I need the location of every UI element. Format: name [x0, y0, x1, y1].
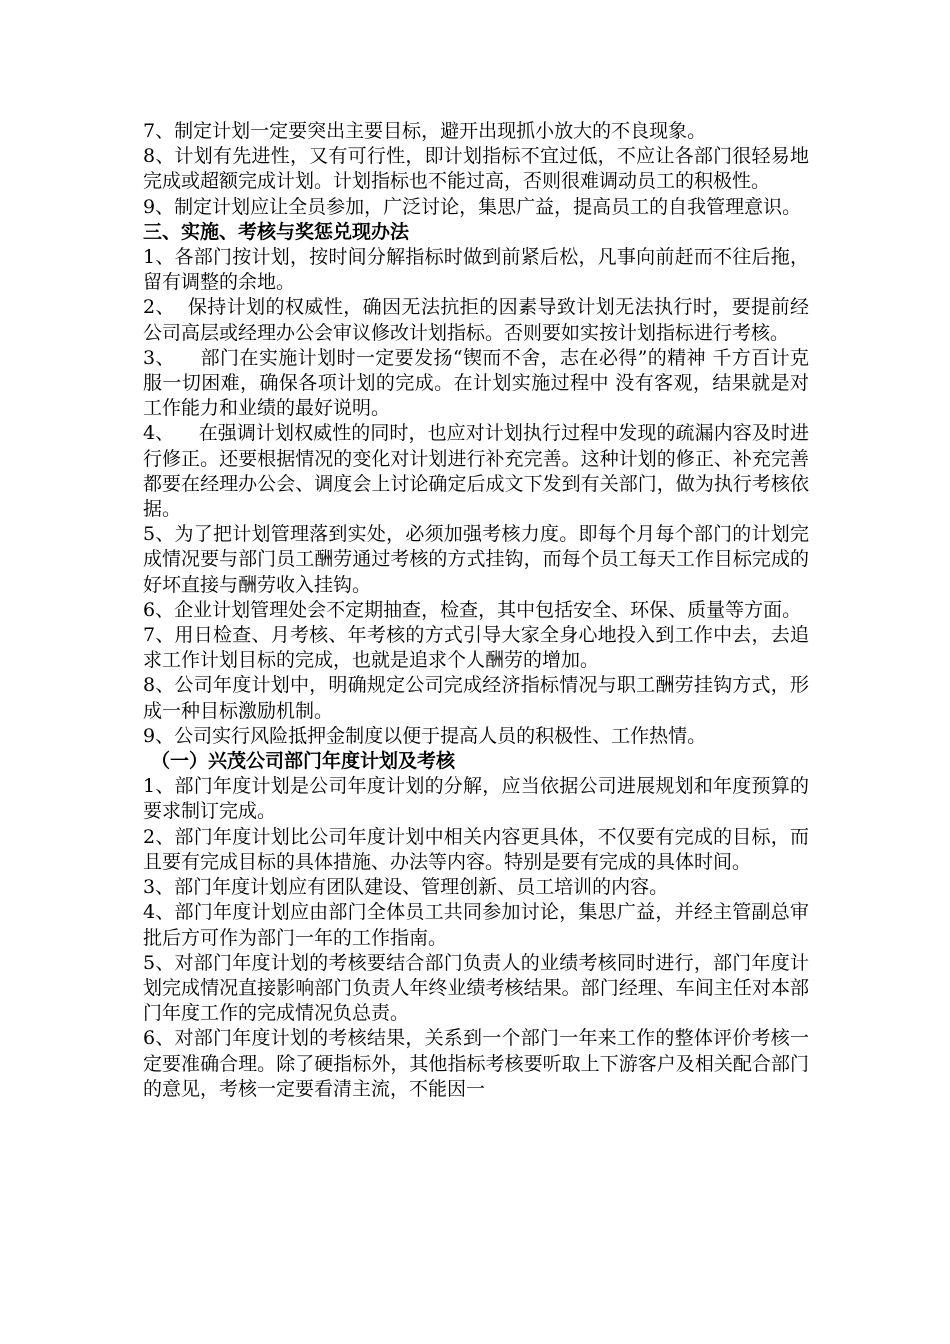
- paragraph: 8、计划有先进性，又有可行性，即计划指标不宜过低，不应让各部门很轻易地完成或超额完成计划。计划指标也不能过高，否则很难调动员工的积极性。: [143, 145, 809, 193]
- paragraph: 7、用日检查、月考核、年考核的方式引导大家全身心地投入到工作中去，去追求工作计划目标的完成，也就是追求个人酬劳的增加。: [143, 624, 809, 672]
- paragraph: 1、各部门按计划，按时间分解指标时做到前紧后松，凡事向前赶而不往后拖，留有调整的余地。: [143, 246, 809, 294]
- paragraph: 3、 部门在实施计划时一定要发扬“锲而不舍，志在必得”的精神 千方百计克服一切困难，确保各项计划的完成。在计划实施过程中 没有客观，结果就是对工作能力和业绩的最好说明。: [143, 346, 809, 420]
- paragraph: 8、公司年度计划中，明确规定公司完成经济指标情况与职工酬劳挂钩方式，形成一种目标激励机制。: [143, 674, 809, 722]
- subsection-heading: （一）兴茂公司部门年度计划及考核: [151, 750, 456, 773]
- paragraph: 6、企业计划管理处会不定期抽查，检查，其中包括安全、环保、质量等方面。: [143, 598, 802, 621]
- paragraph: 2、 保持计划的权威性，确因无法抗拒的因素导致计划无法执行时，要提前经公司高层或经理办公会审议修改计划指标。否则要如实按计划指标进行考核。: [143, 296, 809, 344]
- paragraph: 9、制定计划应让全员参加，广泛讨论，集思广益，提高员工的自我管理意识。: [143, 195, 802, 218]
- paragraph: 7、制定计划一定要突出主要目标，避开出现抓小放大的不良现象。: [143, 120, 707, 142]
- paragraph: 1、部门年度计划是公司年度计划的分解，应当依据公司进展规划和年度预算的要求制订完成。: [143, 775, 809, 823]
- paragraph: 6、对部门年度计划的考核结果，关系到一个部门一年来工作的整体评价考核一定要准确合理。除了硬指标外，其他指标考核要听取上下游客户及相关配合部门的意见，考核一定要看清主流，不能因一: [143, 1027, 809, 1100]
- paragraph: 4、部门年度计划应由部门全体员工共同参加讨论，集思广益，并经主管副总审批后方可作为部门一年的工作指南。: [143, 901, 809, 949]
- paragraph: 5、对部门年度计划的考核要结合部门负责人的业绩考核同时进行，部门年度计划完成情况直接影响部门负责人年终业绩考核结果。部门经理、车间主任对本部门年度工作的完成情况负总责。: [143, 951, 809, 1025]
- paragraph: 3、部门年度计划应有团队建设、管理创新、员工培训的内容。: [143, 876, 669, 899]
- paragraph: 9、公司实行风险抵押金制度以便于提高人员的积极性、工作热情。: [143, 724, 707, 747]
- document-page: [143, 119, 809, 1102]
- paragraph: 5、为了把计划管理落到实处，必须加强考核力度。即每个月每个部门的计划完成情况要与部门员工酬劳通过考核的方式挂钩，而每个员工每天工作目标完成的好坏直接与酬劳收入挂钩。: [143, 523, 809, 596]
- paragraph: 4、 在强调计划权威性的同时，也应对计划执行过程中发现的疏漏内容及时进行修正。还要根据情况的变化对计划进行补充完善。这种计划的修正、补充完善都要在经理办公会、调度会上讨论确定后成文下发到有关部门，做为执行考核依据。: [143, 422, 809, 521]
- section-heading: 三、实施、考核与奖惩兑现办法: [143, 220, 410, 243]
- paragraph: 2、部门年度计划比公司年度计划中相关内容更具体，不仅要有完成的目标，而且要有完成目标的具体措施、办法等内容。特别是要有完成的具体时间。: [143, 825, 809, 873]
